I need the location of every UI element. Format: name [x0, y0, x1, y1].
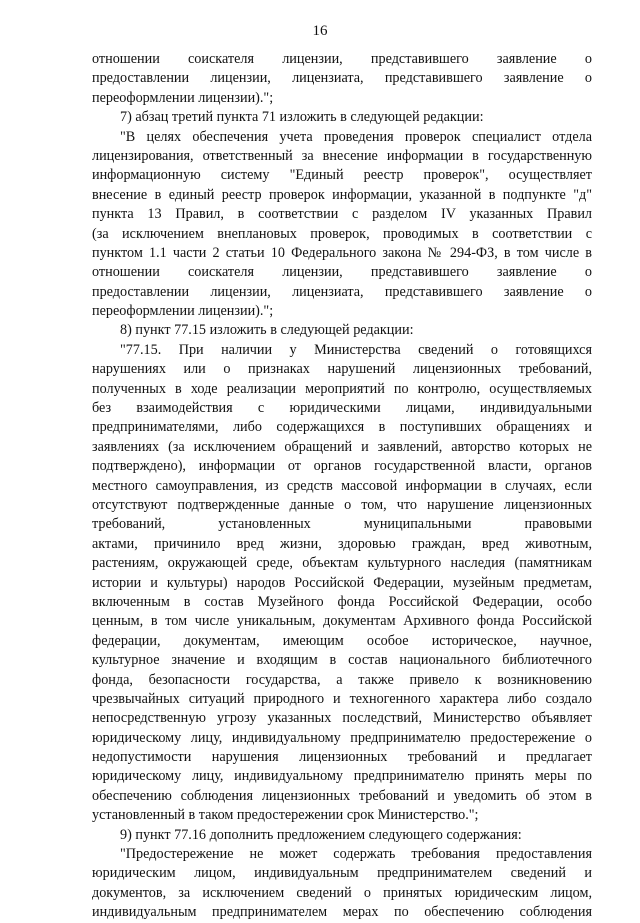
text-line: без взаимодействия с юридическими лицами, индивидуальными — [92, 400, 592, 417]
text-line: документов, за исключением сведений о принятых юридическим лицом, — [92, 884, 592, 901]
text-line: "Предостережение не может содержать требования предоставления — [120, 846, 592, 863]
text-line: отсутствуют подтвержденные данные о том, что нарушение лицензионных — [92, 496, 592, 513]
text-line: пунктом 1.1 части 2 статьи 10 Федерального закона № 294-ФЗ, в том числе в — [92, 244, 592, 261]
text-line: предпринимателями, либо содержащихся в поступивших обращениях и — [92, 419, 592, 436]
text-line: заявлениях (за исключением обращений и заявлений, авторство которых не — [92, 438, 592, 455]
text-line: фонда, безопасности государства, а также привело к возникновению — [92, 671, 592, 688]
text-line: юридическому лицу, индивидуальному предпринимателю принять меры по — [92, 768, 592, 785]
text-line: отношении соискателя лицензии, представившего заявление о — [92, 51, 592, 67]
text-line: (за исключением внеплановых проверок, проводимых в соответствии с — [92, 225, 592, 242]
text-line: непосредственную угрозу указанных последствий, Министерство объявляет — [92, 710, 592, 727]
text-line: лицензирования, ответственный за внесение информации в государственную — [92, 147, 592, 164]
document-body — [92, 50, 592, 923]
text-line: предоставлении лицензии, лицензиата, представившего заявление о — [92, 283, 592, 300]
text-line: 7) абзац третий пункта 71 изложить в следующей редакции: — [120, 109, 484, 126]
text-line: растениям, окружающей среде, объектам культурного наследия (памятникам — [92, 555, 592, 572]
text-line: полученных в ходе реализации мероприятий по контролю, осуществляемых — [92, 380, 592, 397]
text-line: требований, установленных муниципальными правовыми — [92, 516, 592, 533]
text-line: культурное значение и входящим в состав национального библиотечного — [92, 652, 592, 669]
text-line: истории и культуры) народов Российской Федерации, музейным предметам, — [92, 574, 592, 591]
text-line: обеспечению соблюдения лицензионных требований и уведомить об этом в — [92, 787, 592, 804]
text-line: чрезвычайных ситуаций природного и техногенного характера либо создало — [92, 690, 592, 707]
text-line: местного самоуправления, из средств массовой информации в случаях, если — [92, 477, 592, 494]
text-line: юридическим лицом, индивидуальным предпринимателем сведений и — [92, 865, 592, 882]
text-line: внесение в единый реестр проверок информации, указанной в подпункте "д" — [92, 186, 592, 203]
text-line: переоформлении лицензии)."; — [92, 303, 274, 320]
page-number: 16 — [312, 23, 328, 39]
text-line: отношении соискателя лицензии, представившего заявление о — [92, 264, 592, 281]
text-line: "В целях обеспечения учета проведения проверок специалист отдела — [120, 128, 592, 145]
text-line: предоставлении лицензии, лицензиата, представившего заявление о — [92, 70, 592, 87]
text-line: федерации, документам, имеющим особое историческое, научное, — [92, 632, 592, 649]
text-line: юридическому лицу, индивидуальному предпринимателю предостережение о — [92, 729, 592, 746]
text-line: 9) пункт 77.16 дополнить предложением следующего содержания: — [120, 826, 522, 843]
text-line: включенным в состав Музейного фонда Российской Федерации, особо — [92, 593, 592, 610]
text-line: актами, причинило вред жизни, здоровью граждан, вред животным, — [92, 535, 592, 552]
text-line: пункта 13 Правил, в соответствии с разделом IV указанных Правил — [92, 206, 592, 223]
text-line: нарушениях или о признаках нарушений лицензионных требований, — [92, 361, 592, 378]
text-line: информационную систему "Единый реестр проверок", осуществляет — [92, 167, 592, 184]
text-line: 8) пункт 77.15 изложить в следующей редакции: — [120, 322, 414, 339]
text-line: индивидуальным предпринимателем мерах по обеспечению соблюдения — [92, 904, 592, 921]
text-line: "77.15. При наличии у Министерства сведений о готовящихся — [120, 341, 592, 358]
text-line: ценным, в том числе уникальным, документам Архивного фонда Российской — [92, 613, 592, 630]
text-line: подтверждено), информации от органов государственной власти, органов — [92, 458, 592, 475]
text-line: переоформлении лицензии)."; — [92, 89, 274, 106]
text-line: установленный в таком предостережении срок Министерство."; — [92, 807, 479, 824]
text-line: недопустимости нарушения лицензионных требований и предлагает — [92, 749, 592, 766]
